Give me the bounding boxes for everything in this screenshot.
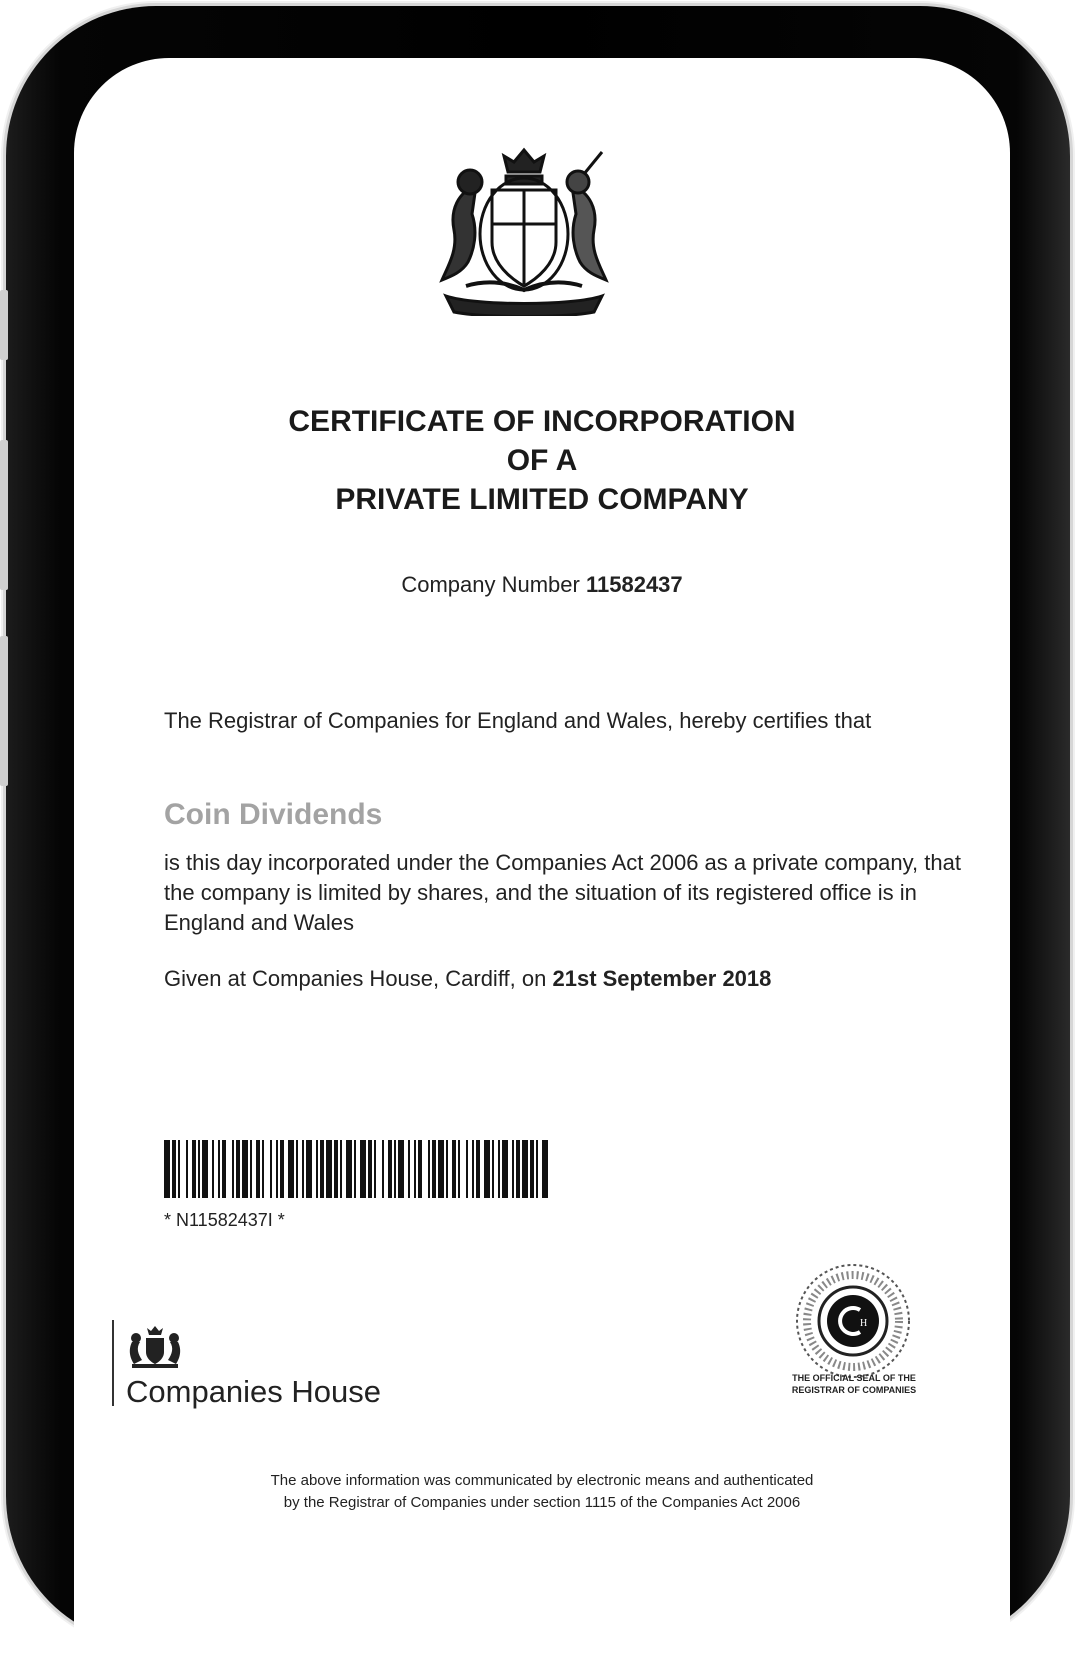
certificate-title bbox=[74, 402, 1010, 519]
barcode-icon bbox=[164, 1140, 550, 1198]
footer-line-2: by the Registrar of Companies under section 1115 of the Companies Act 2006 bbox=[283, 1494, 801, 1511]
phone-volume-down-button bbox=[0, 636, 8, 786]
company-name: Coin Dividends bbox=[164, 798, 383, 831]
incorporation-statement: is this day incorporated under the Companies Act 2006 as a private company, that the company is limited by shares, and the situation of its registered office is in England and Wales bbox=[164, 850, 961, 935]
phone-frame bbox=[6, 6, 1070, 1646]
barcode-number: * N11582437I * bbox=[164, 1210, 285, 1230]
seal-caption-line-1: THE OFFICIAL SEAL OF THE bbox=[792, 1373, 916, 1383]
company-number-line bbox=[74, 572, 1010, 598]
title-line-1: CERTIFICATE OF INCORPORATION bbox=[288, 405, 796, 438]
companies-house-crest-icon bbox=[126, 1324, 184, 1370]
seal-caption-line-2: REGISTRAR OF COMPANIES bbox=[791, 1385, 917, 1395]
given-at-text: Given at Companies House, Cardiff, on bbox=[164, 966, 547, 991]
company-number-value: 11582437 bbox=[585, 572, 683, 597]
royal-coat-of-arms-icon bbox=[426, 146, 622, 316]
logo-divider bbox=[112, 1320, 114, 1406]
svg-text:H: H bbox=[860, 1318, 868, 1329]
phone-volume-up-button bbox=[0, 440, 8, 590]
title-line-2: OF A bbox=[506, 444, 578, 477]
footer-line-1: The above information was communicated by electronic means and authenticated bbox=[270, 1472, 814, 1489]
seal-caption bbox=[766, 1372, 942, 1396]
company-number-label: Company Number bbox=[401, 572, 580, 597]
phone-screen bbox=[74, 58, 1010, 1658]
given-date: 21st September 2018 bbox=[552, 966, 772, 991]
companies-house-wordmark: Companies House bbox=[126, 1374, 382, 1409]
phone-side-button bbox=[0, 290, 8, 360]
given-at-statement bbox=[164, 964, 964, 994]
title-line-3: PRIVATE LIMITED COMPANY bbox=[335, 483, 749, 516]
registrar-seal-icon bbox=[790, 1258, 916, 1384]
authentication-footer bbox=[74, 1470, 1010, 1514]
registrar-statement: The Registrar of Companies for England and Wales, hereby certifies that bbox=[164, 708, 872, 733]
